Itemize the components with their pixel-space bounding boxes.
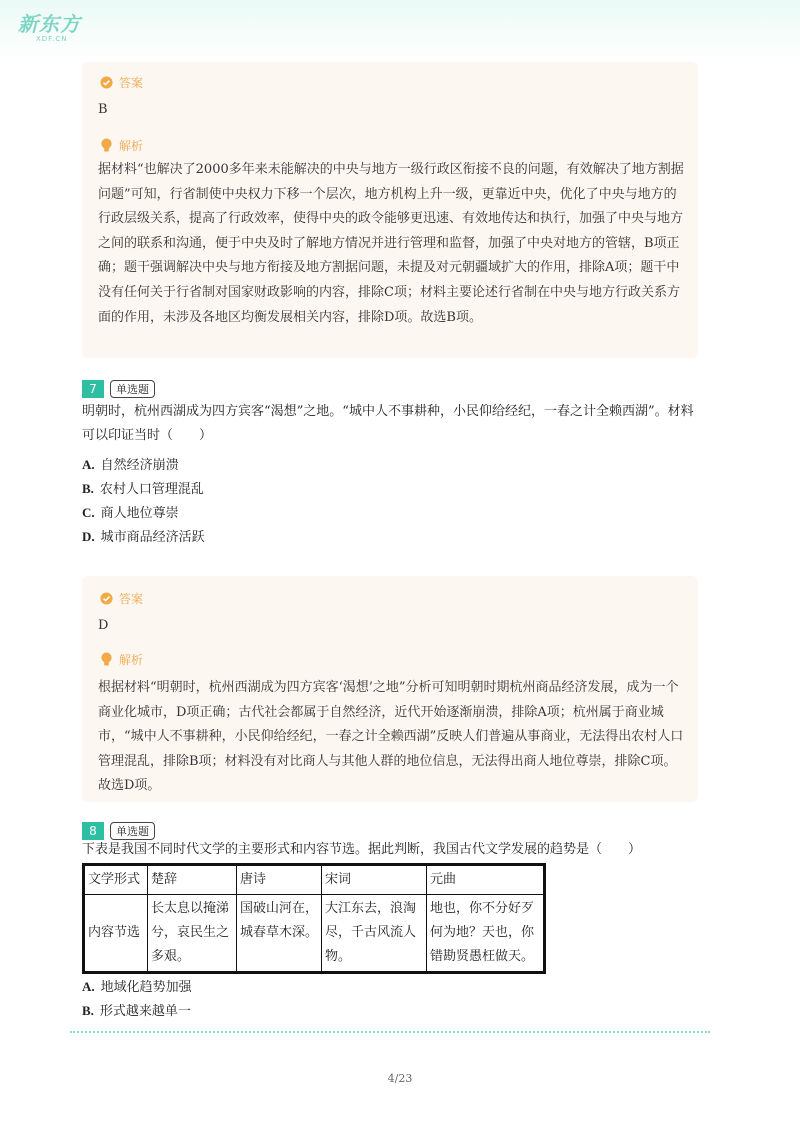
answer-label-text: 答案 — [119, 76, 144, 90]
option-letter: B. — [82, 481, 94, 496]
lightbulb-icon — [100, 652, 113, 667]
q7-option-b — [82, 478, 204, 497]
q7-solution-card — [82, 576, 698, 802]
q6-solution-card — [82, 62, 698, 358]
option-letter: A. — [82, 979, 95, 994]
q7-header — [82, 380, 155, 398]
table-cell: 宋词 — [322, 865, 427, 895]
logo-subtext: XDF.CN — [36, 35, 68, 43]
option-letter: C. — [82, 505, 95, 520]
analysis-text: 据材料“也解决了2000多年来未能解决的中央与地方一级行政区衔接不良的问题，有效解决了地方割据问题”可知，行省制使中央权力下移一个层次，地方机构上升一级，更靠近中央，优化了中央与地方的行政层级关系，提高了行政效率，使得中央的政令能够更迅速、有效地传达和执行，加强了中央与地方之间的联系和沟通，便于中央及时了解地方情况并进行管理和监督，加强了中央对地方的管辖，B项正确；题干强调解决中央与地方衔接及地方割据问题，未提及对元朝疆域扩大的作用，排除A项；题干中没有任何关于行省制对国家财政影响的内容，排除C项；材料主要论述行省制在中央与地方行政关系方面的作用，未涉及各地区均衡发展相关内容，排除D项。故选B项。 — [98, 162, 684, 325]
option-text: 自然经济崩溃 — [100, 458, 179, 473]
question-type-badge: 单选题 — [110, 822, 155, 840]
analysis-label — [100, 137, 143, 154]
q8-stem: 下表是我国不同时代文学的主要形式和内容节选。据此判断，我国古代文学发展的趋势是（ ） — [82, 842, 642, 857]
option-text: 农村人口管理混乱 — [99, 482, 204, 497]
option-letter: D. — [82, 529, 95, 544]
table-header-cell: 文学形式 — [84, 865, 148, 895]
analysis-label-text: 解析 — [119, 653, 144, 667]
option-letter: A. — [82, 457, 95, 472]
q7-stem: 明朝时，杭州西湖成为四方宾客“渴想”之地。“城中人不事耕种，小民仰给经纪，一春之计全赖西湖”。材料可以印证当时（ ） — [82, 404, 694, 443]
option-text: 商人地位尊崇 — [100, 506, 179, 521]
lightbulb-icon — [100, 138, 113, 153]
page-header — [0, 0, 800, 62]
answer-value: B — [98, 102, 108, 117]
check-badge-icon — [100, 76, 113, 89]
analysis-text: 根据材料“明朝时，杭州西湖成为四方宾客‘渴想’之地”分析可知明朝时期杭州商品经济发展，成为一个商业化城市，D项正确；古代社会都属于自然经济，近代开始逐渐崩溃，排除A项；杭州属于商业城市，“城中人不事耕种，小民仰给经纪，一春之计全赖西湖”反映人们普遍从事商业，无法得出农村人口管理混乱，排除B项；材料没有对比商人与其他人群的地位信息，无法得出商人地位尊崇，排除C项。故选D项。 — [98, 680, 684, 794]
table-cell: 国破山河在，城春草木深。 — [237, 895, 322, 973]
answer-value: D — [98, 618, 109, 633]
logo-text: 新东方 — [18, 12, 81, 36]
analysis-label-text: 解析 — [119, 139, 144, 153]
table-cell: 大江东去，浪淘尽，千古风流人物。 — [322, 895, 427, 973]
table-header-cell: 内容节选 — [84, 895, 148, 973]
table-cell: 地也，你不分好歹何为地？天也，你错勘贤愚枉做天。 — [427, 895, 545, 973]
q7-option-d — [82, 526, 205, 545]
analysis-label — [100, 651, 143, 668]
table-row — [84, 865, 545, 895]
dotted-divider — [70, 1031, 710, 1033]
option-text: 形式越来越单一 — [99, 1004, 191, 1019]
table-row — [84, 895, 545, 973]
table-cell: 元曲 — [427, 865, 545, 895]
answer-label — [100, 590, 143, 607]
option-letter: B. — [82, 1003, 94, 1018]
check-badge-icon — [100, 592, 113, 605]
q7-option-a — [82, 454, 179, 473]
answer-label-text: 答案 — [119, 592, 144, 606]
table-cell: 长太息以掩涕兮，哀民生之多艰。 — [148, 895, 237, 973]
question-number: 8 — [82, 822, 104, 840]
q7-option-c — [82, 502, 179, 521]
table-cell: 楚辞 — [148, 865, 237, 895]
q8-option-b — [82, 1000, 191, 1019]
xdf-logo — [18, 8, 81, 43]
question-number: 7 — [82, 380, 104, 398]
table-cell: 唐诗 — [237, 865, 322, 895]
option-text: 城市商品经济活跃 — [100, 530, 205, 545]
literature-table — [82, 863, 546, 974]
q8-option-a — [82, 976, 192, 995]
option-text: 地域化趋势加强 — [100, 980, 192, 995]
question-type-badge: 单选题 — [110, 380, 155, 398]
answer-label — [100, 74, 143, 91]
page-number: 4/23 — [387, 1072, 413, 1085]
